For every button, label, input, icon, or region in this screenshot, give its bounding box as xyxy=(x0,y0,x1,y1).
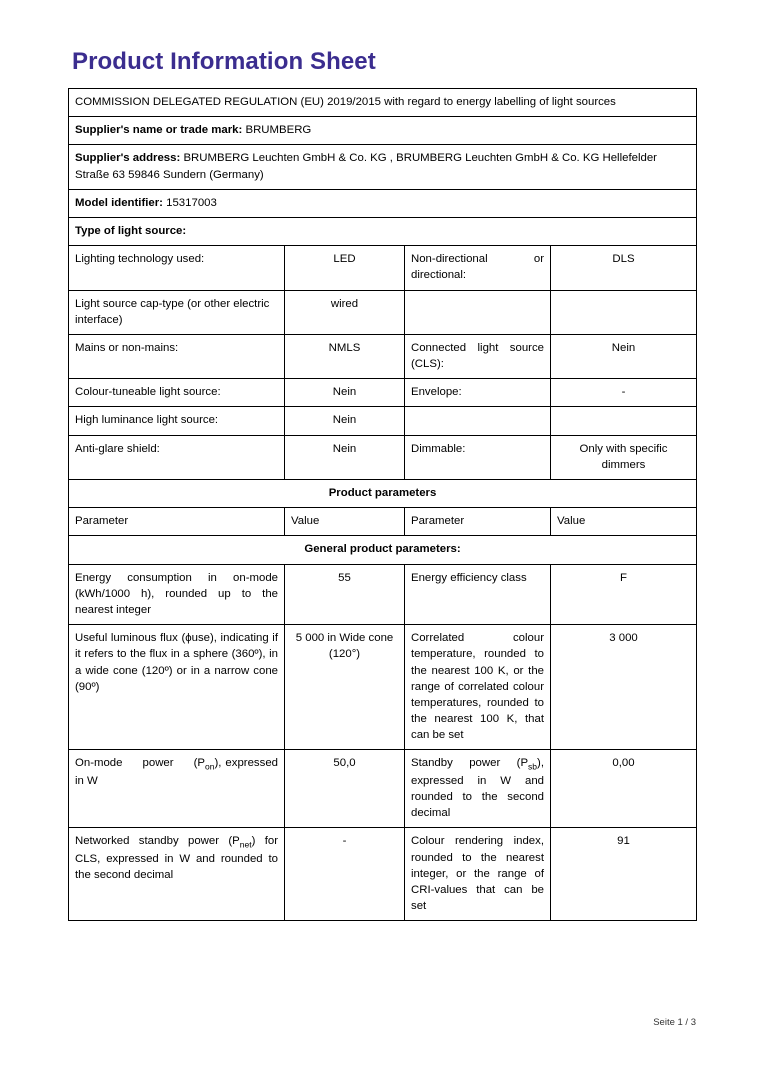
column-header-value: Value xyxy=(285,508,405,536)
table-row xyxy=(69,334,697,378)
light-source-section-title: Type of light source: xyxy=(69,217,697,245)
table-row xyxy=(69,750,697,828)
row-value: 5 000 in Wide cone (120°) xyxy=(285,625,405,750)
row-value: NMLS xyxy=(285,334,405,378)
row-value-2: 3 000 xyxy=(551,625,697,750)
model-identifier-row xyxy=(69,189,697,217)
table-row xyxy=(69,564,697,625)
row-label: On-mode power $(P_{on})$, expressed in W xyxy=(69,750,285,828)
supplier-name-row xyxy=(69,117,697,145)
row-label: Networked standby power $(P_{net})$ for CLS, expressed in W and rounded to the second decimal xyxy=(69,828,285,921)
row-value-2: - xyxy=(551,379,697,407)
row-label: Energy consumption in on-mode (kWh/1000 h), rounded up to the nearest integer xyxy=(69,564,285,625)
column-header-value-2: Value xyxy=(551,508,697,536)
row-value: 55 xyxy=(285,564,405,625)
row-value: - xyxy=(285,828,405,921)
table-row xyxy=(69,828,697,921)
row-label: Anti-glare shield: xyxy=(69,435,285,479)
regulation-text: COMMISSION DELEGATED REGULATION (EU) 2019/2015 with regard to energy labelling of light sources xyxy=(69,89,697,117)
row-label: Colour-tuneable light source: xyxy=(69,379,285,407)
row-label-2 xyxy=(405,290,551,334)
row-value: Nein xyxy=(285,379,405,407)
row-value-2: F xyxy=(551,564,697,625)
table-row xyxy=(69,435,697,479)
row-label-2: Energy efficiency class xyxy=(405,564,551,625)
supplier-address-value: BRUMBERG Leuchten GmbH & Co. KG , BRUMBERG Leuchten GmbH & Co. KG Hellefelder Straße 63 59846 Sundern (Germany) xyxy=(75,152,657,181)
row-label-2: Connected light source (CLS): xyxy=(405,334,551,378)
row-label: Light source cap-type (or other electric interface) xyxy=(69,290,285,334)
row-label: Useful luminous flux (ϕuse), indicating if it refers to the flux in a sphere (360º), in a wide cone (120º) or in a narrow cone (90º) xyxy=(69,625,285,750)
table-row xyxy=(69,625,697,750)
row-label: Lighting technology used: xyxy=(69,246,285,290)
general-parameters-title: General product parameters: xyxy=(69,536,697,564)
row-label: High luminance light source: xyxy=(69,407,285,435)
table-row xyxy=(69,246,697,290)
row-value-2: DLS xyxy=(551,246,697,290)
light-source-section-row xyxy=(69,217,697,245)
row-label-2: Non-directional or directional: xyxy=(405,246,551,290)
page-title: Product Information Sheet xyxy=(72,48,376,75)
supplier-address-row xyxy=(69,145,697,189)
row-label-2: Standby power $(P_{sb})$, expressed in W and rounded to the second decimal xyxy=(405,750,551,828)
row-label-2: Correlated colour temperature, rounded to the nearest 100 K, or the range of correlated colour temperatures, rounded to the nearest 100 K, that can be set xyxy=(405,625,551,750)
model-identifier-label: Model identifier: xyxy=(75,196,163,209)
supplier-address-label: Supplier's address: xyxy=(75,152,181,165)
row-label: Mains or non-mains: xyxy=(69,334,285,378)
row-value: wired xyxy=(285,290,405,334)
table-row xyxy=(69,290,697,334)
column-header-parameter: Parameter xyxy=(69,508,285,536)
row-value: 50,0 xyxy=(285,750,405,828)
row-value-2 xyxy=(551,290,697,334)
product-parameters-title: Product parameters xyxy=(69,480,697,508)
row-value-2: Only with specific dimmers xyxy=(551,435,697,479)
row-value: Nein xyxy=(285,435,405,479)
product-parameters-section-row xyxy=(69,480,697,508)
parameters-header-row xyxy=(69,508,697,536)
regulation-row xyxy=(69,89,697,117)
column-header-parameter-2: Parameter xyxy=(405,508,551,536)
row-value: LED xyxy=(285,246,405,290)
row-value-2: 0,00 xyxy=(551,750,697,828)
row-value-2: 91 xyxy=(551,828,697,921)
page-footer: Seite 1 / 3 xyxy=(653,1017,696,1028)
product-information-table xyxy=(68,88,697,921)
row-label-2: Envelope: xyxy=(405,379,551,407)
general-parameters-section-row xyxy=(69,536,697,564)
table-row xyxy=(69,407,697,435)
model-identifier-value: 15317003 xyxy=(166,196,217,209)
row-label-2 xyxy=(405,407,551,435)
supplier-name-value: BRUMBERG xyxy=(245,124,312,137)
row-value-2: Nein xyxy=(551,334,697,378)
row-label-2: Colour rendering index, rounded to the nearest integer, or the range of CRI-values that can be set xyxy=(405,828,551,921)
row-label-2: Dimmable: xyxy=(405,435,551,479)
row-value-2 xyxy=(551,407,697,435)
table-row xyxy=(69,379,697,407)
supplier-name-label: Supplier's name or trade mark: xyxy=(75,124,243,137)
row-value: Nein xyxy=(285,407,405,435)
